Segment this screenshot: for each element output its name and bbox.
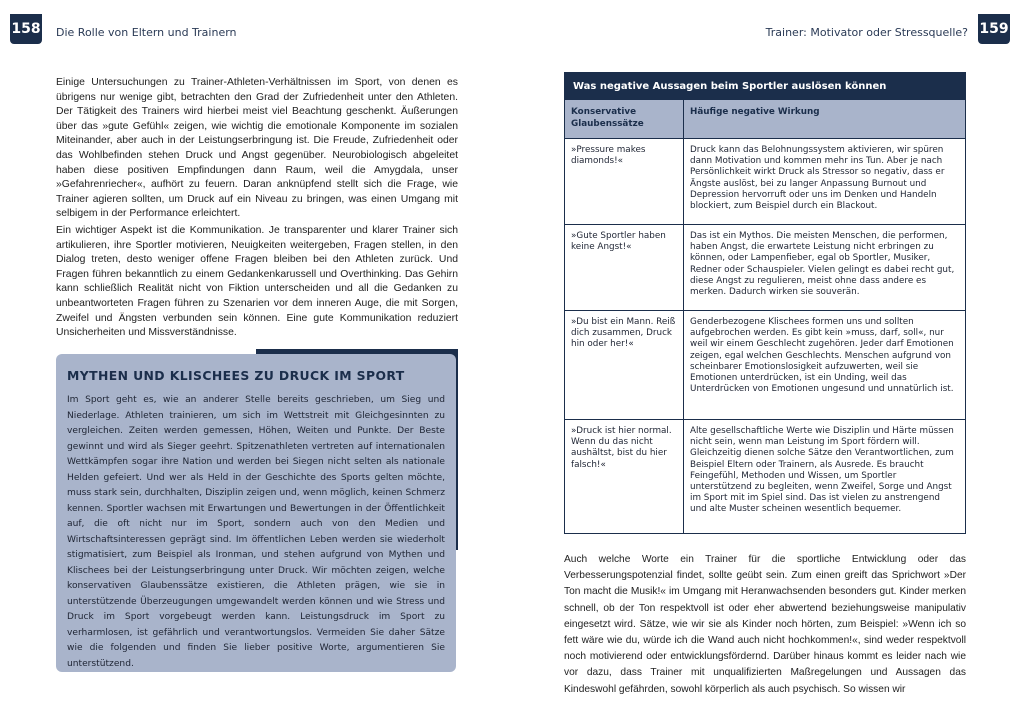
table-cell-effect: Das ist ein Mythos. Die meisten Menschen, die performen, haben Angst, die erwartete Leistung nicht erbringen zu können, oder Lampenfieber, egal ob Sportler, Musiker, Redner oder Schauspieler. Vielen gelingt es dabei recht gut, diese Angst zu regulieren, meist ohne dass andere es merken. Dadurch wirken sie souverän. [690, 231, 955, 298]
table-header-effects: Häufige negative Wirkung [690, 107, 820, 117]
info-box-text: Im Sport geht es, wie an anderer Stelle bereits geschrieben, um Sieg und Niederlage. Athleten trainieren, um sich im Wettstreit mit Gleichgesinnten zu vergleichen. Zeiten werden gemessen, Höhen, Weiten und Punkte. Der Beste gewinnt und wird als Sieger geehrt. Spitzenathleten vertreten auf internationalen Wettkämpfen sogar ihre Nation und werden bei Siegen nicht selten als nationale Helden gefeiert. Und wer als Held in der Geschichte des Sports gelten möchte, muss stark sein, durchhalten, Disziplin zeigen und, wenn möglich, keinen Schmerz kennen. Sportler wachsen mit Erwartungen und Bewertungen in der Öffentlichkeit auf, die oft nicht nur im Sport, sondern auch von den Medien und Wirtschaftsinteressen geprägt sind. Im öffentlichen Leben werden sie wiederholt stigmatisiert, zum Beispiel als Ironman, und stehen aufgrund von Mythen und Klischees bei der Leistungserbringung unter Druck. Wir möchten zeigen, welche konservativen Glaubenssätze existieren, die Athleten prägen, wie sie in unterstützende Überzeugungen umgewandelt werden können und wie Stress und Druck im Sport vorgebeugt werden kann. Leistungsdruck im Sport zu verharmlosen, ist gefährlich und verantwortungslos. Vermeiden Sie daher Sätze wie die folgenden und finden Sie lieber positive Worte, argumentieren Sie unterstützend. [67, 395, 445, 669]
page-number-left: 158 [10, 14, 42, 44]
table-row [565, 139, 965, 225]
table-cell-belief: »Gute Sportler haben keine Angst!« [565, 225, 684, 310]
info-box [56, 354, 456, 672]
table-header-row [565, 100, 965, 139]
running-head-right: Trainer: Motivator oder Stressquelle? [765, 26, 968, 39]
body-paragraph: Einige Untersuchungen zu Trainer-Athleten-Verhältnissen im Sport, von denen es übrigens nur wenige gibt, betrachten den Grad der Zufriedenheit unter den Athleten. Der Tätigkeit des Trainers wird hierbei meist viel Beachtung geschenkt. Äußerungen über das »gute Gefühl« zeigen, wie wichtig die emotionale Komponente im sozialen Miteinander, aber auch in der Leistungserbringung ist. Die Freude, Zufriedenheit oder das Wohlbefinden stehen Druck und Angst gegenüber. Neurobiologisch abgeleitet haben diese positiven Empfindungen dann Raum, weil die Amygdala, unser »Gefahrenriecher«, aufhört zu feuern. Daran anknüpfend stellt sich die Frage, wie Trainer agieren sollten, um Druck auf ein Niveau zu bringen, was einen Umgang mit selbigem in der Performance erleichtert. [56, 77, 458, 220]
table-title: Was negative Aussagen beim Sportler auslösen können [565, 73, 965, 100]
info-box-title: MYTHEN UND KLISCHEES ZU DRUCK IM SPORT [67, 368, 405, 383]
table-row [565, 225, 965, 311]
body-paragraph: Ein wichtiger Aspekt ist die Kommunikation. Je transparenter und klarer Trainer sich artikulieren, ihre Sportler motivieren, Neuigkeiten weitergeben, Fragen stellen, in den Dialog treten, desto weniger offene Fragen bleiben bei den Athleten zurück. Und Fragen führen bekanntlich zu einem Gedankenkarussell und Overthinking. Das Gehirn kann schließlich Realität nicht von Fiktion unterscheiden und all die Gedanken zu unbeantworteten Fragen führen zu Szenarien vor dem inneren Auge, die mit Sorgen, Zweifel und Ängsten verbunden sein können. Eine gute Kommunikation reduziert Unsicherheiten und Missverständnisse. [56, 225, 458, 339]
table-cell-effect: Alte gesellschaftliche Werte wie Disziplin und Härte müssen nicht sein, wenn man Leistung im Sport fördern will. Gleichzeitig dienen solche Sätze den Verantwortlichen, zum Beispiel Eltern oder Trainern, als Ausrede. Es braucht Feingefühl, Methoden und Wissen, um Sportler unterstützend zu begleiten, wenn Zweifel, Sorge und Angst im Sport mit im Spiel sind. Das ist vielen zu anstrengend und alte Muster scheinen wesentlich bequemer. [690, 426, 954, 515]
page-number-right: 159 [978, 14, 1010, 44]
running-head-left: Die Rolle von Eltern und Trainern [56, 26, 237, 39]
table-header-beliefs: Konservative Glaubenssätze [565, 100, 684, 138]
table-cell-effect: Druck kann das Belohnungssystem aktivieren, wir spüren dann Motivation und kommen mehr ins Tun. Aber je nach Persönlichkeit wirkt Druck als Stressor so negativ, dass er Ängste auslöst, bei zu langer Anpassung Burnout und Depression hervorruft oder uns im Denken und Handeln blockiert, zum Beispiel durch ein Blackout. [690, 145, 945, 212]
belief-table [564, 72, 966, 534]
body-paragraph: Auch welche Worte ein Trainer für die sportliche Entwicklung oder das Verbesserungspotenzial findet, sollte geübt sein. Zum einen greift das Sprichwort »Der Ton macht die Musik!« im Umgang mit Heranwachsenden besonders gut. Kinder merken schnell, ob der Ton respektvoll ist oder eher abwertend beziehungsweise manipulativ eingesetzt wird. Sätze, wie wir sie als Kinder noch hörten, zum Beispiel: »Wenn ich so fett wäre wie du, würde ich die Wand auch nicht hochkommen!«, sind weder respektvoll noch motivierend oder entwicklungsfördernd. Darüber hinaus kommt es leider nach wie vor dazu, dass Trainer mit unqualifizierten Maßregelungen und Aussagen das Kindeswohl gefährden, sowohl körperlich als auch psychisch. So wissen wir [564, 554, 966, 695]
table-cell-belief: »Du bist ein Mann. Reiß dich zusammen, Druck hin oder her!« [565, 311, 684, 419]
table-cell-belief: »Druck ist hier normal. Wenn du das nicht aushältst, bist du hier falsch!« [565, 420, 684, 533]
table-cell-belief: »Pressure makes diamonds!« [565, 139, 684, 224]
table-row [565, 420, 965, 533]
table-cell-effect: Genderbezogene Klischees formen uns und sollten aufgebrochen werden. Es gibt kein »muss, darf, soll«, nur weil wir einem Geschlecht zugehören. Jeder darf Emotionen zeigen, egal welchen Geschlechts. Menschen aufgrund von scheinbarer Emotionslosigkeit aufzuwerten, weil sie Emotionen unterdrücken, ist ein Unding, weil das Unterdrücken von Emotionen ungesund und unnatürlich ist. [690, 317, 954, 395]
table-row [565, 311, 965, 420]
